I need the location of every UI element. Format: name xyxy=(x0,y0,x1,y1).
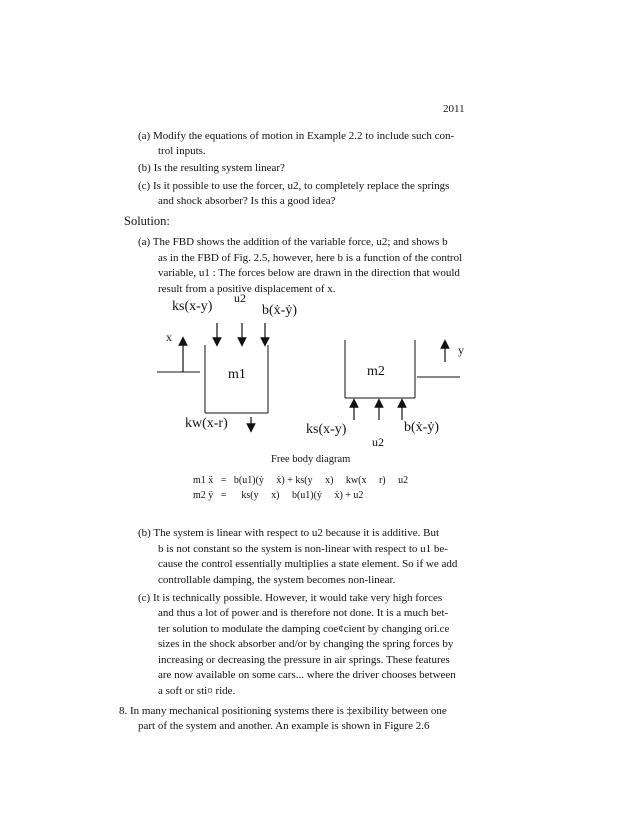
text-line: a soft or sti¤ ride. xyxy=(158,685,236,697)
label-m2: m2 xyxy=(367,364,385,379)
text-line: cause the control essentially multiplies a state element. So if we add xyxy=(158,558,458,570)
text-line: (c) Is it possible to use the forcer, u2, to completely replace the springs xyxy=(138,180,450,192)
equation-m2: m2 ÿ = ks(y x) b(u1)(ẏ ẋ) + u2 xyxy=(193,490,364,501)
text-line: variable, u1 : The forces below are drawn in the direction that would xyxy=(158,267,460,279)
text-line: (b) Is the resulting system linear? xyxy=(138,162,285,174)
equation-m1: m1 ẍ = b(u1)(ẏ ẋ) + ks(y x) kw(x r) u2 xyxy=(193,475,409,486)
label-ks-top: ks(x-y) xyxy=(172,299,213,314)
text-line: (c) It is technically possible. However, it would take very high forces xyxy=(138,592,443,604)
text-line: sizes in the shock absorber and/or by changing the spring forces by xyxy=(158,638,454,650)
solution-heading: Solution: xyxy=(124,214,170,228)
label-u2-bottom: u2 xyxy=(372,435,384,449)
text-line: (b) The system is linear with respect to u2 because it is additive. But xyxy=(138,527,440,539)
label-m1: m1 xyxy=(228,367,246,382)
label-b-top: b(ẋ-ẏ) xyxy=(262,303,297,318)
diagram-caption: Free body diagram xyxy=(271,454,351,465)
label-kw: kw(x-r) xyxy=(185,416,228,431)
text-line: and shock absorber? Is this a good idea? xyxy=(158,195,336,207)
text-line: trol inputs. xyxy=(158,145,206,157)
label-ks-bottom: ks(x-y) xyxy=(306,422,347,437)
text-line: as in the FBD of Fig. 2.5, however, here b is a function of the control xyxy=(158,252,463,264)
text-line: ter solution to modulate the damping coe¢cient by changing ori.ce xyxy=(158,623,450,635)
text-line: 8. In many mechanical positioning systems there is ‡exibility between one xyxy=(119,705,447,717)
text-line: increasing or decreasing the pressure in air springs. These features xyxy=(158,654,450,666)
text-line: part of the system and another. An example is shown in Figure 2.6 xyxy=(138,720,430,732)
text-line: result from a positive displacement of x. xyxy=(158,283,336,295)
page-number: 2011 xyxy=(443,103,465,115)
label-y: y xyxy=(458,343,464,357)
text-line: controllable damping, the system becomes non-linear. xyxy=(158,574,396,586)
text-line: and thus a lot of power and is therefore not done. It is a much bet- xyxy=(158,607,449,619)
label-x: x xyxy=(166,330,172,344)
label-b-bottom: b(ẋ-ẏ) xyxy=(404,420,439,435)
text-line: (a) The FBD shows the addition of the variable force, u2; and shows b xyxy=(138,236,448,248)
text-line: (a) Modify the equations of motion in Example 2.2 to include such con- xyxy=(138,130,455,142)
text-line: are now available on some cars... where the driver chooses between xyxy=(158,669,456,681)
label-u2-top: u2 xyxy=(234,291,246,305)
text-line: b is not constant so the system is non-linear with respect to u1 be- xyxy=(158,543,448,555)
